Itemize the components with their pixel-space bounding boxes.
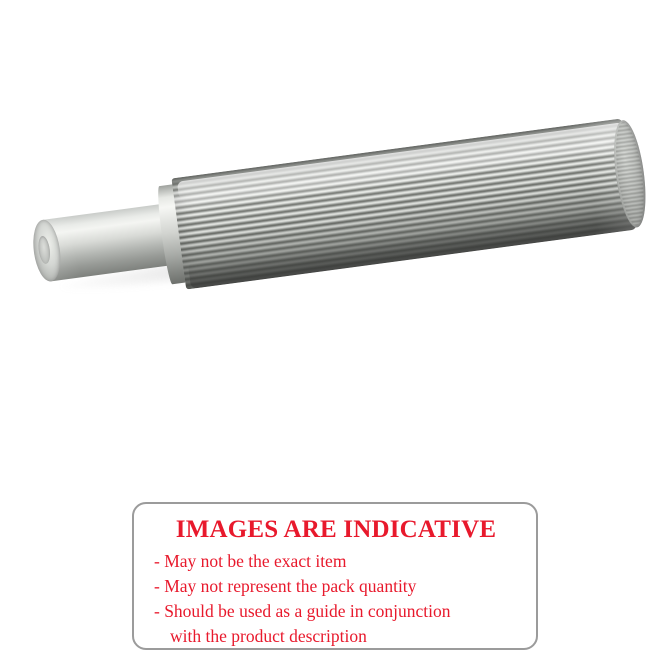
pulley-body-group	[26, 104, 642, 342]
notice-line-2: - May not represent the pack quantity	[154, 576, 417, 596]
indicative-images-notice	[132, 502, 538, 650]
notice-title: IMAGES ARE INDICATIVE	[175, 516, 497, 543]
notice-line-4: with the product description	[170, 626, 367, 646]
pulley-toothed-barrel	[171, 118, 637, 289]
notice-line-3: - Should be used as a guide in conjunction	[154, 601, 451, 621]
notice-line-1: - May not be the exact item	[154, 551, 347, 571]
